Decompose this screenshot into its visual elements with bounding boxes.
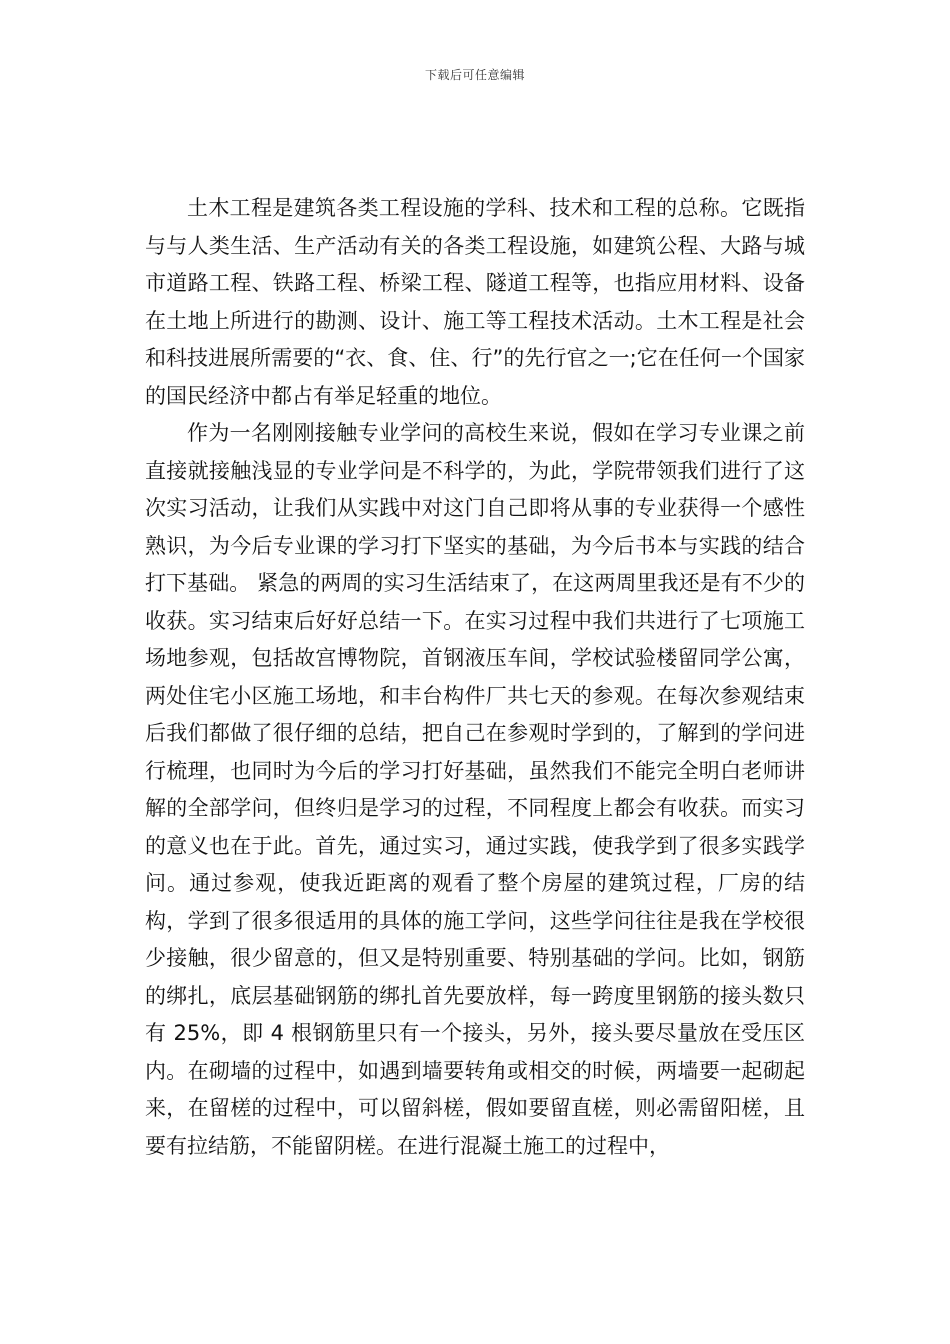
document-body (145, 190, 805, 1165)
paragraph-1: 土木工程是建筑各类工程设施的学科、技术和工程的总称。它既指与与人类生活、生产活动有关的各类工程设施，如建筑公程、大路与城市道路工程、铁路工程、桥梁工程、隧道工程等，也指应用材料、设备在土地上所进行的勘测、设计、施工等工程技术活动。土木工程是社会和科技进展所需要的“衣、食、住、行”的先行官之一;它在任何一个国家的国民经济中都占有举足轻重的地位。 (145, 196, 805, 408)
header-note: 下载后可任意编辑 (424, 68, 525, 82)
paragraph-2: 作为一名刚刚接触专业学问的高校生来说，假如在学习专业课之前直接就接触浅显的专业学问是不科学的，为此，学院带领我们进行了这次实习活动，让我们从实践中对这门自己即将从事的专业获得一个感性熟识，为今后专业课的学习打下坚实的基础，为今后书本与实践的结合打下基础。 紧急的两周的实习生活结束了，在这两周里我还是有不少的收获。实习结束后好好总结一下。在实习过程中我们共进行了七项施工场地参观，包括故宫博物院，首钢液压车间，学校试验楼留同学公寓，两处住宅小区施工场地，和丰台构件厂共七天的参观。在每次参观结束后我们都做了很仔细的总结，把自己在参观时学到的，了解到的学问进行梳理，也同时为今后的学习打好基础，虽然我们不能完全明白老师讲解的全部学问，但终归是学习的过程，不同程度上都会有收获。而实习的意义也在于此。首先，通过实习，通过实践，使我学到了很多实践学问。通过参观，使我近距离的观看了整个房屋的建筑过程，厂房的结构，学到了很多很适用的具体的施工学问，这些学问往往是我在学校很少接触，很少留意的，但又是特别重要、特别基础的学问。比如，钢筋的绑扎，底层基础钢筋的绑扎首先要放样，每一跨度里钢筋的接头数只有 25%，即 4 根钢筋里只有一个接头，另外，接头要尽量放在受压区内。在砌墙的过程中，如遇到墙要转角或相交的时候，两墙要一起砌起来，在留槎的过程中，可以留斜槎，假如要留直槎，则必需留阳槎，且要有拉结筋，不能留阴槎。在进行混凝土施工的过程中， (145, 421, 805, 1158)
